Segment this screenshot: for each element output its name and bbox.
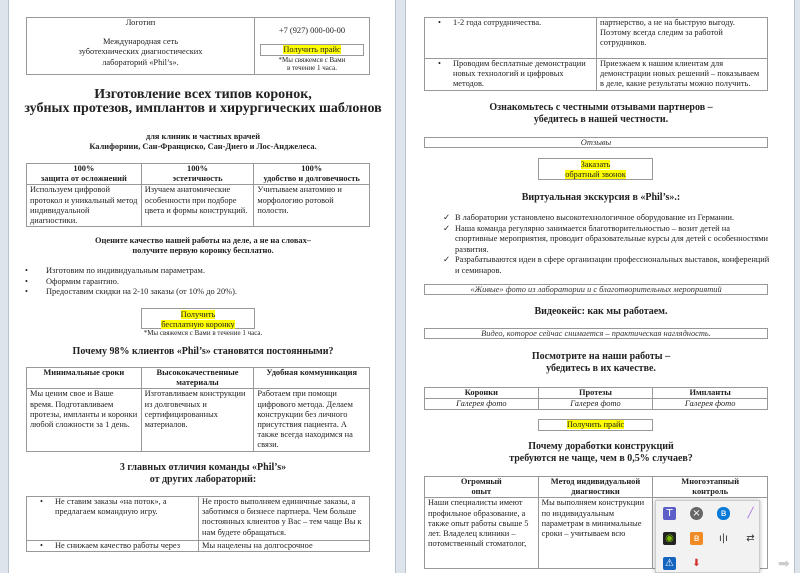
table-row [425, 18, 768, 59]
price-button[interactable]: Получить прайс [538, 419, 653, 431]
column-header: Многоэтапный контроль [653, 477, 768, 498]
offer-list [21, 266, 381, 298]
callback-button[interactable]: Заказать обратный звонок [538, 158, 653, 180]
video-box[interactable]: Видео, которое сейчас снимается – практическая наглядность. [424, 328, 768, 339]
system-tray-overflow [655, 500, 760, 573]
bullet-icon: • [25, 287, 28, 297]
nvidia-icon[interactable]: ◉ [663, 532, 676, 545]
why-table [26, 367, 370, 452]
checkmark-icon: ✓ [443, 255, 451, 265]
header-row [27, 368, 370, 389]
bullet-icon: • [438, 18, 441, 27]
column-header: Удобная коммуникация [254, 368, 370, 389]
photos-box[interactable]: «Живые» фото из лаборатории и с благотворительных мероприятий [424, 284, 768, 295]
table-cell: Работаем при помощи цифрового метода. Делаем конструкции без личного присутствия пациента. А также всегда находимся на связи. [254, 389, 370, 451]
column-header: Минимальные сроки [27, 368, 142, 389]
settings-sliders-icon[interactable]: ⇄ [746, 533, 755, 544]
table-cell: Изготавливаем конструкции из долговечных и сертифицированных материалов. [141, 389, 254, 451]
table-cell: Мы ценим свое и Ваше время. Подготавливаем протезы, импланты и коронки любой сложности за 1 день. [27, 389, 142, 451]
table-cell: • Не снижаем качество работы через [27, 541, 199, 552]
free-crown-button[interactable]: Получить бесплатную коронку [141, 308, 255, 329]
table-cell: • Не ставим заказы «на поток», а предлагаем командную игру. [27, 497, 199, 541]
tour-list [439, 213, 774, 277]
table-cell: Учитываем анатомию и морфологию ротовой полости. [254, 185, 370, 227]
table-row [425, 399, 768, 410]
subtitle: для клиник и частных врачей Калифорнии, Сан-Франциско, Сан-Диего и Лос-Анджелеса. [89, 132, 317, 151]
table-cell: партнерство, а не на быструю выгоду. Поэтому всегда следим за работой сотрудников. [597, 18, 768, 59]
column-header: Высококачественные материалы [141, 368, 254, 389]
company-line: Международная сеть [102, 37, 179, 47]
download-app-icon[interactable]: ⬇ [692, 558, 701, 569]
diff-heading: 3 главных отличия команды «Phil’s» от других лабораторий: [119, 462, 287, 485]
contact-note: в течение 1 часа. [287, 64, 337, 73]
diff-table [26, 496, 370, 552]
list-item: ✓ Разрабатываются идеи в сфере организации профессиональных выставок, конференций и семинаров. [443, 255, 770, 275]
header-row [425, 388, 768, 399]
logo-placeholder: Логотип [125, 18, 156, 27]
pen-icon[interactable]: ╱ [747, 508, 754, 519]
table-cell: Изучаем анатомические особенности при подборе цвета и формы конструкций. [141, 185, 254, 227]
table-cell[interactable]: Галерея фото [425, 399, 539, 410]
column-header: Метод индивидуальной диагностики [538, 477, 653, 498]
checkmark-icon: ✓ [443, 213, 451, 222]
table-cell[interactable]: Галерея фото [538, 399, 653, 410]
table-cell: • Проводим бесплатные демонстрации новых технологий и цифровых методов. [425, 59, 597, 91]
column-header: 100% удобство и долговечность [254, 164, 370, 185]
tour-heading: Виртуальная экскурсия в «Phil’s».: [521, 192, 681, 203]
list-item: • Изготовим по индивидуальным параметрам. [25, 266, 205, 275]
security-warning-icon[interactable]: ⚠ [663, 557, 676, 570]
reviews-heading: Ознакомьтесь с честными отзывами партнеров – убедитесь в нашей честности. [489, 102, 713, 125]
table-cell: Мы выполняем конструкции по индивидуальным параметрам в минимальные сроки – учитываем всю [538, 498, 653, 569]
crown-note: *Мы свяжемся с Вами в течение 1 часа. [143, 329, 263, 337]
phone-number: +7 (927) 000-00-00 [278, 26, 346, 35]
bullet-icon: • [40, 497, 43, 506]
list-item: • Предоставим скидки на 2-10 заказы (от 10% до 20%). [25, 287, 237, 297]
column-header: Огромный опыт [425, 477, 539, 498]
table-cell: Используем цифровой протокол и уникальный метод индивидуальной диагностики. [27, 185, 142, 227]
video-heading: Видеокейс: как мы работаем. [534, 306, 668, 317]
column-header: Импланты [653, 388, 768, 399]
column-header: 100% эстетичность [141, 164, 254, 185]
works-heading: Посмотрите на наши работы – убедитесь в их качестве. [531, 351, 671, 374]
column-header: Протезы [538, 388, 653, 399]
table-cell: • 1-2 года сотрудничества. [425, 18, 597, 59]
table-cell[interactable]: Галерея фото [653, 399, 768, 410]
checkmark-icon: ✓ [443, 223, 451, 233]
contact-note: *Мы свяжемся с Вами [278, 56, 346, 65]
table-row [27, 185, 370, 227]
price-button[interactable]: Получить прайс [260, 44, 364, 56]
table-cell: Наши специалисты имеют профильное образование, а также опыт работы свыше 5 лет. Владелец клиники – потомственный стоматолог, [425, 498, 539, 569]
app-orange-icon[interactable]: ʙ [690, 532, 703, 545]
teams-icon[interactable]: T [663, 507, 676, 520]
bullet-icon: • [438, 59, 441, 68]
header-row [425, 477, 768, 498]
why-heading: Почему 98% клиентов «Phil’s» становятся постоянными? [72, 346, 334, 357]
page-left [8, 0, 396, 573]
diff-table-continued [424, 17, 768, 91]
page-title: Изготовление всех типов коронок, зубных протезов, имплантов и хирургических шаблонов [24, 87, 382, 116]
meter-icon[interactable]: ı|ı [719, 533, 728, 544]
features-table [26, 163, 370, 227]
header-row [27, 164, 370, 185]
table-cell: Приезжаем к нашим клиентам для демонстрации новых решений – показываем в деле, какие результаты можно получить. [597, 59, 768, 91]
cloud-error-icon[interactable]: × [690, 507, 703, 520]
works-table [424, 387, 768, 410]
company-line: лабораторий «Phil’s». [102, 57, 179, 67]
list-item: ✓ В лаборатории установлено высокотехнологичное оборудование из Германии. [443, 213, 735, 222]
table-row [425, 59, 768, 91]
bluetooth-icon[interactable]: ʙ [717, 507, 730, 520]
table-row [27, 541, 370, 552]
table-row [27, 389, 370, 451]
bullet-icon: • [25, 266, 28, 275]
table-cell: Не просто выполняем единичные заказы, а заботимся о бизнесе партнера. Чем больше постоянных клиентов у Вас – тем чаще Вы к нам будете обращаться. [199, 497, 370, 541]
column-header: 100% защита от осложнений [27, 164, 142, 185]
bullet-icon: • [40, 541, 43, 550]
list-item: ✓ Наша команда регулярно занимается благотворительностью – возит детей на спортивные мероприятия, проводит образовательные курсы для детей с особенностями развития. [443, 223, 769, 254]
column-header: Коронки [425, 388, 539, 399]
rework-heading: Почему доработки конструкций требуются не чаще, чем в 0,5% случаев? [509, 441, 693, 464]
page-right [405, 0, 795, 573]
bullet-icon: • [25, 276, 28, 286]
offer-heading: Оцените качество нашей работы на деле, а не на словах– получите первую коронку бесплатно. [95, 236, 311, 255]
header-table [26, 17, 370, 75]
arrow-right-icon[interactable]: ➡ [778, 556, 790, 572]
table-row [27, 497, 370, 541]
company-line: зуботехнических диагностических [78, 47, 203, 57]
list-item: • Оформим гарантию. [25, 276, 119, 286]
table-cell: Мы нацелены на долгосрочное [199, 541, 370, 552]
reviews-box[interactable]: Отзывы [424, 137, 768, 148]
